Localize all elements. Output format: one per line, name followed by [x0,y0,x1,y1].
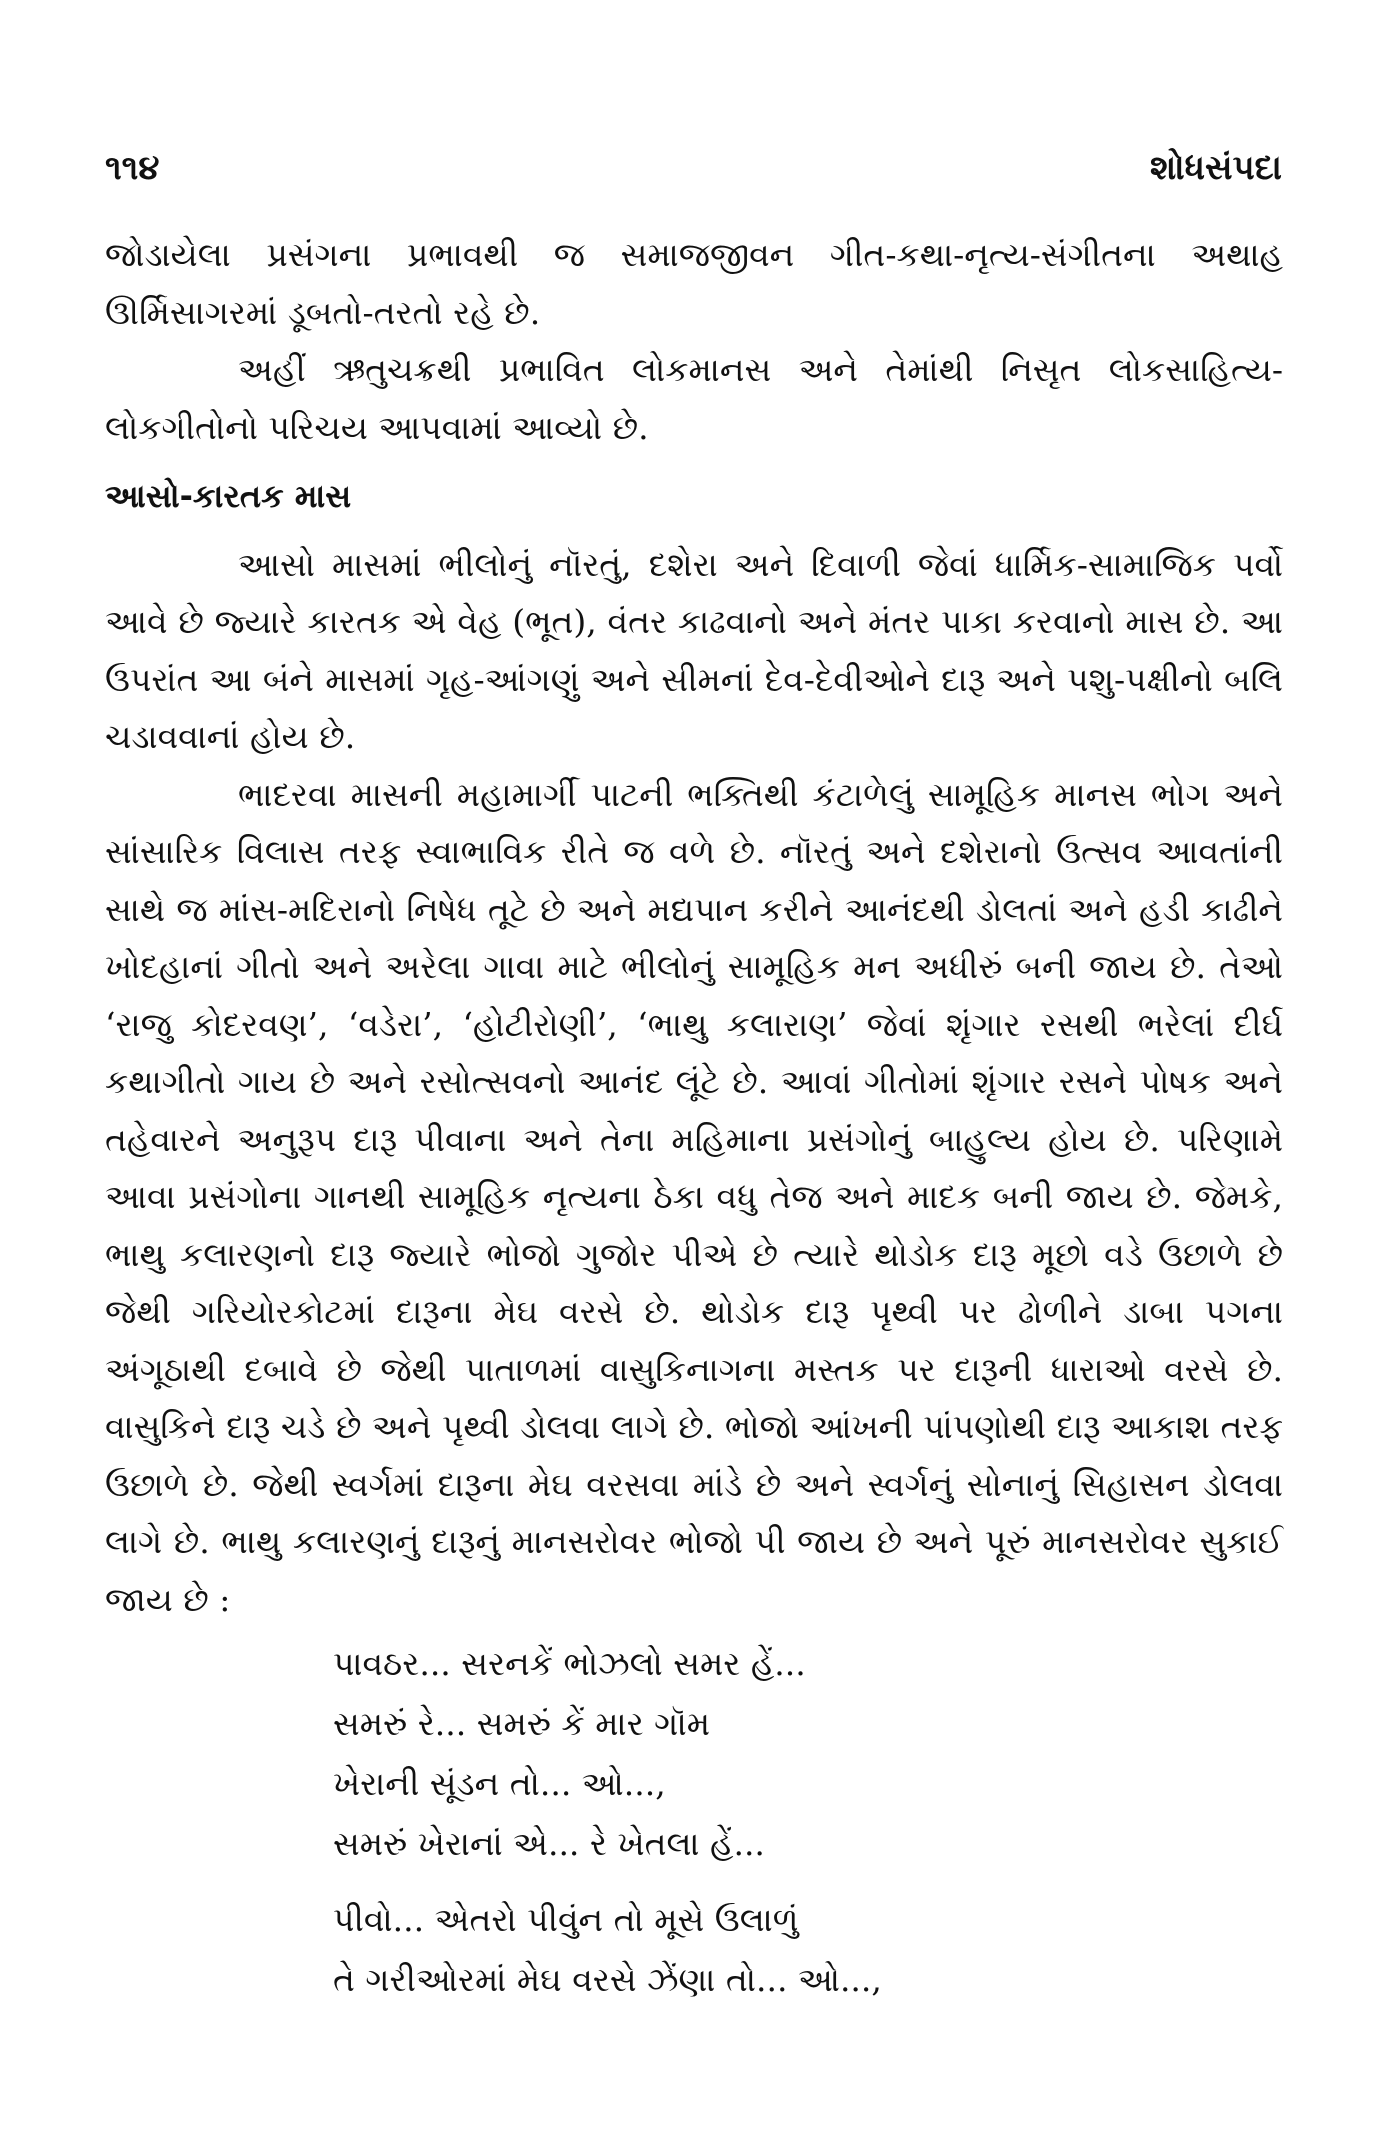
intro-paragraph: અહીં ઋતુચક્રથી પ્રભાવિત લોકમાનસ અને તેમાંથી નિસૃત લોકસાહિત્ય-લોકગીતોનો પરિચય આપવામાં આવ્યો છે. [105,350,1283,447]
verse-line: તે ગરીઓરમાં મેઘ વરસે ઝેંણા તો... ઓ..., [333,1960,882,1999]
body-text [105,226,1283,2010]
book-title: શોધસંપદા [1149,148,1282,188]
verse-line: સમરું રે... સમરું કેં માર ગૉમ [333,1704,711,1743]
running-header [105,148,1282,198]
verse-line: સમરું ખેરાનાં એ... રે ખેતલા હેં... [333,1824,765,1863]
verse-block [333,1634,1283,2010]
section-heading: આસો-કારતક માસ [105,477,352,515]
verse-stanza-1 [333,1634,1283,1874]
verse-line: પાવઠર... સરનકેં ભોઝલો સમર હેં... [333,1644,806,1683]
verse-line: ખેરાની સૂંડન તો... ઓ..., [333,1764,666,1803]
page-number: ૧૧૪ [105,148,160,188]
section-paragraph-2: ભાદરવા માસની મહામાર્ગી પાટની ભક્તિથી કંટાળેલું સામૂહિક માનસ ભોગ અને સાંસારિક વિલાસ તરફ સ્વાભાવિક રીતે જ વળે છે. નૉરતું અને દશેરાનો ઉત્સવ આવતાંની સાથે જ માંસ-મદિરાનો નિષેધ તૂટે છે અને મદ્યપાન કરીને આનંદથી ડોલતાં અને હડી કાઢીને ખોદહાનાં ગીતો અને અરેલા ગાવા માટે ભીલોનું સામૂહિક મન અધીરું બની જાય છે. તેઓ ‘રાજુ કોદરવણ’, ‘વડેરા’, ‘હોટીરોણી’, ‘ભાથુ કલારાણ’ જેવાં શૃંગાર રસથી ભરેલાં દીર્ઘ કથાગીતો ગાય છે અને રસોત્સવનો આનંદ લૂંટે છે. આવાં ગીતોમાં શૃંગાર રસને પોષક અને તહેવારને અનુરૂપ દારૂ પીવાના અને તેના મહિમાના પ્રસંગોનું બાહુલ્ય હોય છે. પરિણામે આવા પ્રસંગોના ગાનથી સામૂહિક નૃત્યના ઠેકા વધુ તેજ અને માદક બની જાય છે. જેમકે, ભાથુ કલારણનો દારૂ જ્યારે ભોજો ગુજોર પીએ છે ત્યારે થોડોક દારૂ મૂછો વડે ઉછાળે છે જેથી ગરિયોરકોટમાં દારૂના મેઘ વરસે છે. થોડોક દારૂ પૃથ્વી પર ઢોળીને ડાબા પગના અંગૂઠાથી દબાવે છે જેથી પાતાળમાં વાસુકિનાગના મસ્તક પર દારૂની ધારાઓ વરસે છે. વાસુકિને દારૂ ચડે છે અને પૃથ્વી ડોલવા લાગે છે. ભોજો આંખની પાંપણોથી દારૂ આકાશ તરફ ઉછાળે છે. જેથી સ્વર્ગમાં દારૂના મેઘ વરસવા માંડે છે અને સ્વર્ગનું સોનાનું સિહાસન ડોલવા લાગે છે. ભાથુ કલારણનું દારૂનું માનસરોવર ભોજો પી જાય છે અને પૂરું માનસરોવર સુકાઈ જાય છે : [105,774,1283,1619]
stanza-gap [333,1874,1283,1890]
intro-paragraph-continued: જોડાયેલા પ્રસંગના પ્રભાવથી જ સમાજજીવન ગીત-કથા-નૃત્ય-સંગીતના અથાહ ઊર્મિસાગરમાં ડૂબતો-તરતો રહે છે. [105,235,1283,332]
section-paragraph-1: આસો માસમાં ભીલોનું નૉરતું, દશેરા અને દિવાળી જેવાં ધાર્મિક-સામાજિક પર્વો આવે છે જ્યારે કારતક એ વેહ (ભૂત), વંતર કાઢવાનો અને મંતર પાકા કરવાનો માસ છે. આ ઉપરાંત આ બંને માસમાં ગૃહ-આંગણું અને સીમનાં દેવ-દેવીઓને દારૂ અને પશુ-પક્ષીનો બલિ ચડાવવાનાં હોય છે. [105,544,1283,756]
verse-stanza-2 [333,1890,1283,2010]
verse-line: પીવો... એતરો પીવુંન તો મૂસે ઉલાળું [333,1900,799,1939]
